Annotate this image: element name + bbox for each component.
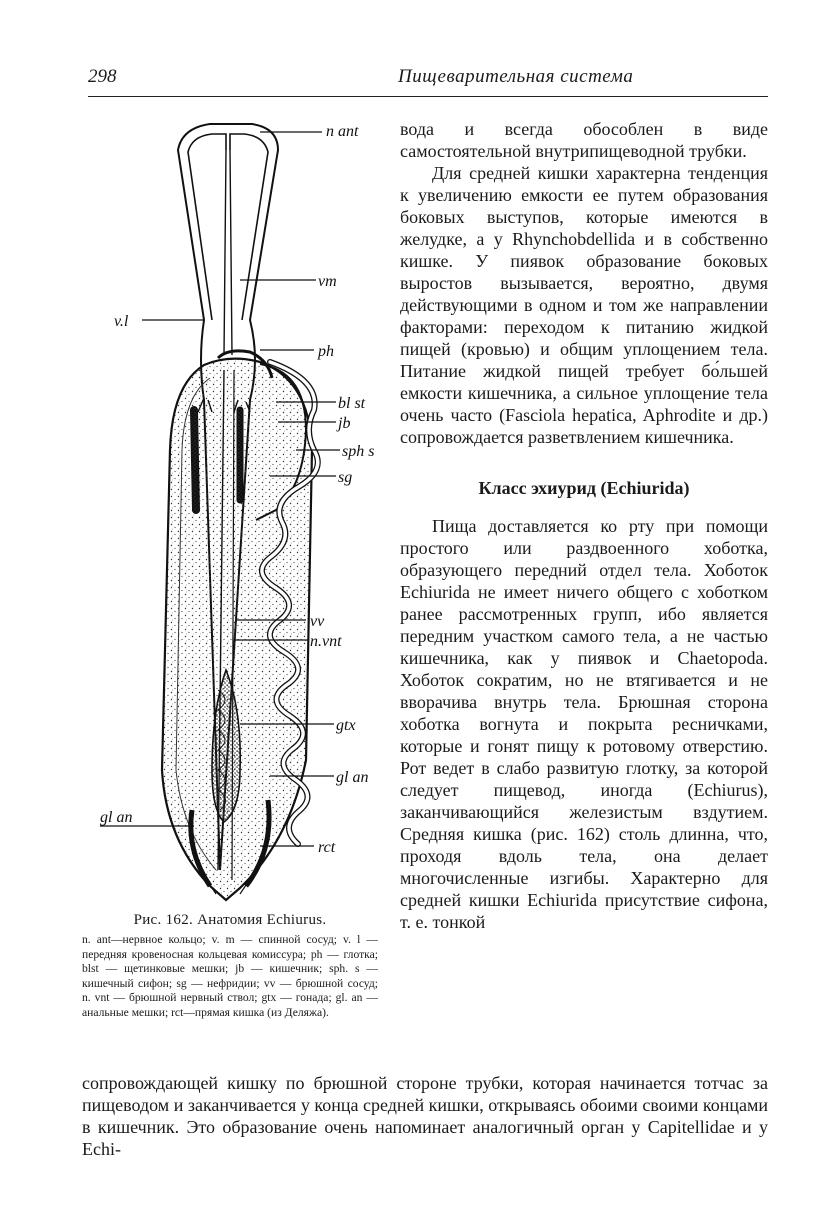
label-sph-s: sph s — [342, 443, 375, 460]
proboscis-inner-right — [230, 134, 268, 320]
label-n-vnt: n.vnt — [310, 633, 342, 650]
label-vv: vv — [310, 613, 325, 630]
paragraph-bottom: сопровождающей кишку по брюшной стороне трубки, которая начинается тотчас за пищеводом и заканчивается у конца средней кишки, открываясь обоими своими концами в кишечник. Это образование очень напоминает аналогичный орган у Capitellidae и у Echi- — [82, 1073, 768, 1159]
label-rct: rct — [318, 839, 336, 856]
label-vm: vm — [318, 273, 337, 290]
label-ph: ph — [318, 343, 334, 360]
header-rule — [88, 96, 768, 97]
label-vl: v.l — [114, 313, 129, 330]
paragraph-echiurida: Пища доставляется ко рту при помощи простого или раздвоенного хоботка, образующего передний отдел тела. Хоботок Echiurida не имеет ничего общего с хоботком ранее рассмотренных групп, ибо является передним участком самого тела, а не частью кишечника, как у пиявок и Chaetopoda. Хоботок сократим, но не втягивается и не вворачива внутрь тела. Брюшная сторона хоботка вогнута и покрыта ресничками, которые и гонят пищу к ротовому отверстию. Рот ведет в слабо развитую глотку, за которой следует пищевод, иногда (Echiurus), заканчивающийся железистым вздутием. Средняя кишка (рис. 162) столь длинна, что, проходя вдоль тела, она делает многочисленные изгибы. Характерно для средней кишки Echiurida присутствие сифона, т. е. тонкой — [400, 516, 768, 932]
proboscis-inner-left — [188, 134, 226, 320]
paragraph-midgut: Для средней кишки характерна тенденция к увеличению емкости ее путем образования боковых выступов, которые имеются в желудке, а у Rhynchobdellida и в собственно кишке. У пиявок образование боковых выростов вызывается, вероятно, двумя действующими в одном и том же направлении факторами: переходом к питанию жидкой пищей (кровью) и общим уплощением тела. Питание жидкой пищей требует бо́льшей емкости кишечника, а сильное уплощение тела очень часто (Fasciola hepatica, Aphrodite и др.) сопровождается разветвлением кишечника. — [400, 163, 768, 447]
section-heading: Класс эхиурид (Echiurida) — [478, 478, 690, 498]
label-sg: sg — [338, 469, 353, 486]
caption-title: Рис. 162. Анатомия Echiurus. — [133, 912, 327, 928]
label-gl-an-right: gl an — [336, 769, 369, 786]
caption-legend: n. ant—нервное кольцо; v. m — спинной сосуд; v. l — передняя кровеносная кольцевая комиссура; ph — глотка; blst — щетинковые мешки; jb — кишечник; sph. s — кишечный сифон; sg — нефридии; vv — брюшной сосуд; n. vnt — брюшной нервный ствол; gtx — гонада; gl. an — анальные мешки; rct—прямая кишка (из Деляжа). — [82, 933, 378, 1019]
label-gtx: gtx — [336, 717, 356, 734]
paragraph-continuation: вода и всегда обособлен в виде самостоятельной внутрипищеводной трубки. — [400, 119, 768, 161]
figure-caption — [82, 912, 378, 1021]
right-text-column — [400, 118, 768, 933]
running-title: Пищеварительная система — [398, 66, 634, 87]
label-bl-st: bl st — [338, 395, 366, 412]
label-jb: jb — [338, 415, 351, 432]
echiurus-anatomy-figure — [100, 110, 400, 910]
page-header — [88, 66, 768, 92]
anatomy-drawing — [100, 110, 400, 910]
label-n-ant: n ant — [326, 123, 359, 140]
label-gl-an-left: gl an — [100, 809, 133, 826]
page-number: 298 — [88, 66, 117, 87]
bottom-text-block — [82, 1072, 768, 1160]
